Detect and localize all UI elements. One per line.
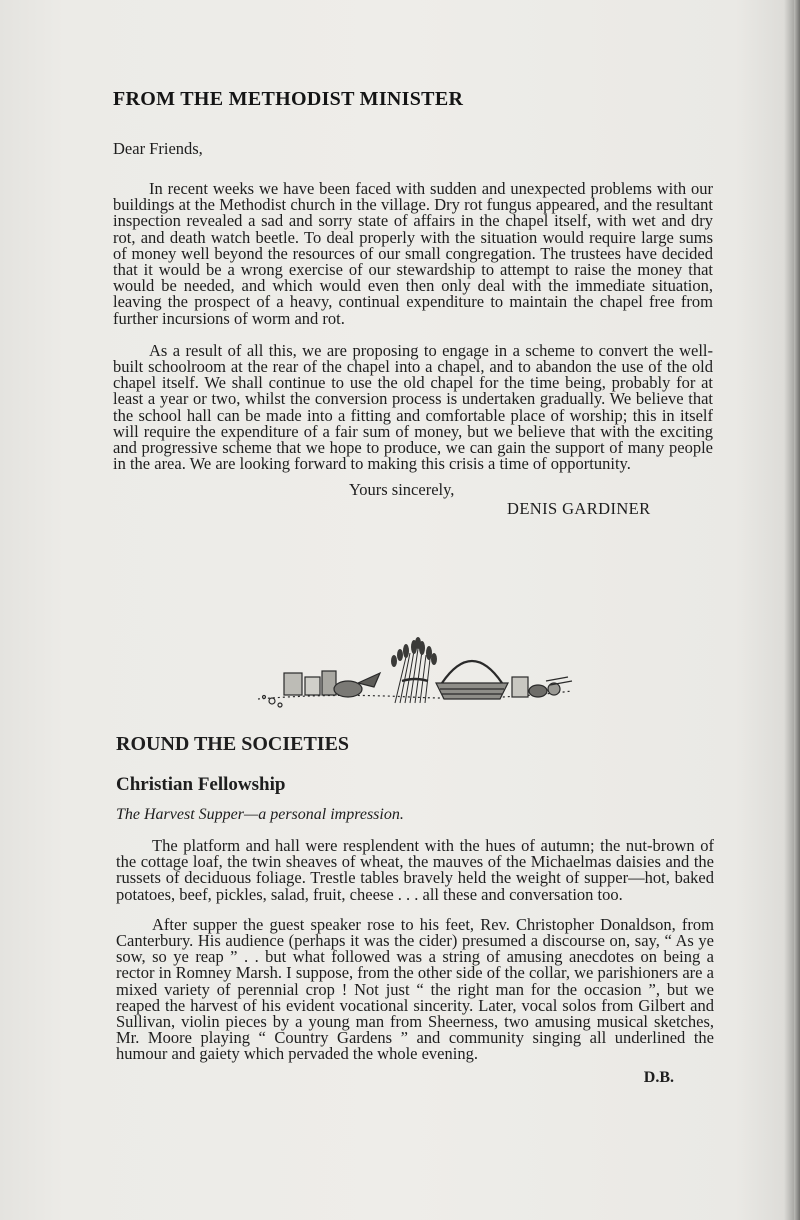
letter-paragraph-2: As a result of all this, we are proposing to engage in a scheme to convert the well-built schoolroom at the rear of the chapel into a chapel, and to abandon the use of the old chapel itself. We shall continue to use the old chapel for the time being, probably for at least a year or two, whilst the conversion process is undertaken gradually. We believe that the school hall can be made into a fitting and comfortable place of worship; this in itself will require the expenditure of a fair sum of money, but we believe that with the exciting and progressive scheme that we hope to produce, we can gain the support of many people in the area. We are looking forward to making this crisis a time of opportunity. [113,340,713,474]
letter-paragraph-1: In recent weeks we have been faced with sudden and unexpected problems with our buildings at the Methodist church in the village. Dry rot fungus appeared, and the resultant inspection revealed a sad and sorry state of affairs in the chapel itself, with wet and dry rot, and death watch beetle. To deal properly with the situation would require large sums of money well beyond the resources of our small congregation. The trustees have decided that it would be a wrong exercise of our stewardship to attempt to raise the money that would be needed, and which would even then only deal with the immediate situation, leaving the prospect of a heavy, continual expenditure to maintain the chapel free from further incursions of worm and rot. [113,179,713,328]
letter-signature: DENIS GARDINER [507,499,651,519]
societies-paragraph-2: After supper the guest speaker rose to his feet, Rev. Christopher Donaldson, from Canterbury. His audience (perhaps it was the cider) presumed a discourse on, say, “ As ye sow, so ye reap ” . . but what followed was a string of amusing anecdotes on being a rector in Romney Marsh. I suppose, from the other side of the collar, we parishioners are a mixed variety of perennial crop ! Not just “ the right man for the occasion ”, but we reaped the harvest of his evident vocational sincerity. Later, vocal solos from Gilbert and Sullivan, violin pieces by a young man from Sheerness, two amusing musical sketches, Mr. Moore playing “ Country Gardens ” and community singing all underlined the humour and gaiety which pervaded the whole evening. [116,914,714,1064]
harvest-illustration [250,633,580,713]
page-edge-shadow [794,0,800,1220]
societies-subheading: Christian Fellowship [116,774,286,795]
letter-heading: FROM THE METHODIST MINISTER [113,88,464,110]
societies-heading: ROUND THE SOCIETIES [116,733,350,755]
societies-signoff: D.B. [643,1068,674,1086]
letter-salutation: Dear Friends, [113,139,203,158]
societies-section [116,733,714,1087]
societies-subtitle: The Harvest Supper—a personal impression. [116,806,404,823]
societies-paragraph-1: The platform and hall were resplendent with the hues of autumn; the nut-brown of the cottage loaf, the twin sheaves of wheat, the mauves of the Michaelmas daisies and the russets of deciduous foliage. Trestle tables bravely held the weight of supper—hot, baked potatoes, beef, pickles, salad, fruit, cheese . . . all these and conversation too. [116,836,714,904]
minister-letter [113,88,713,518]
letter-closing: Yours sincerely, [349,480,455,500]
letter-closing-block [113,480,713,518]
